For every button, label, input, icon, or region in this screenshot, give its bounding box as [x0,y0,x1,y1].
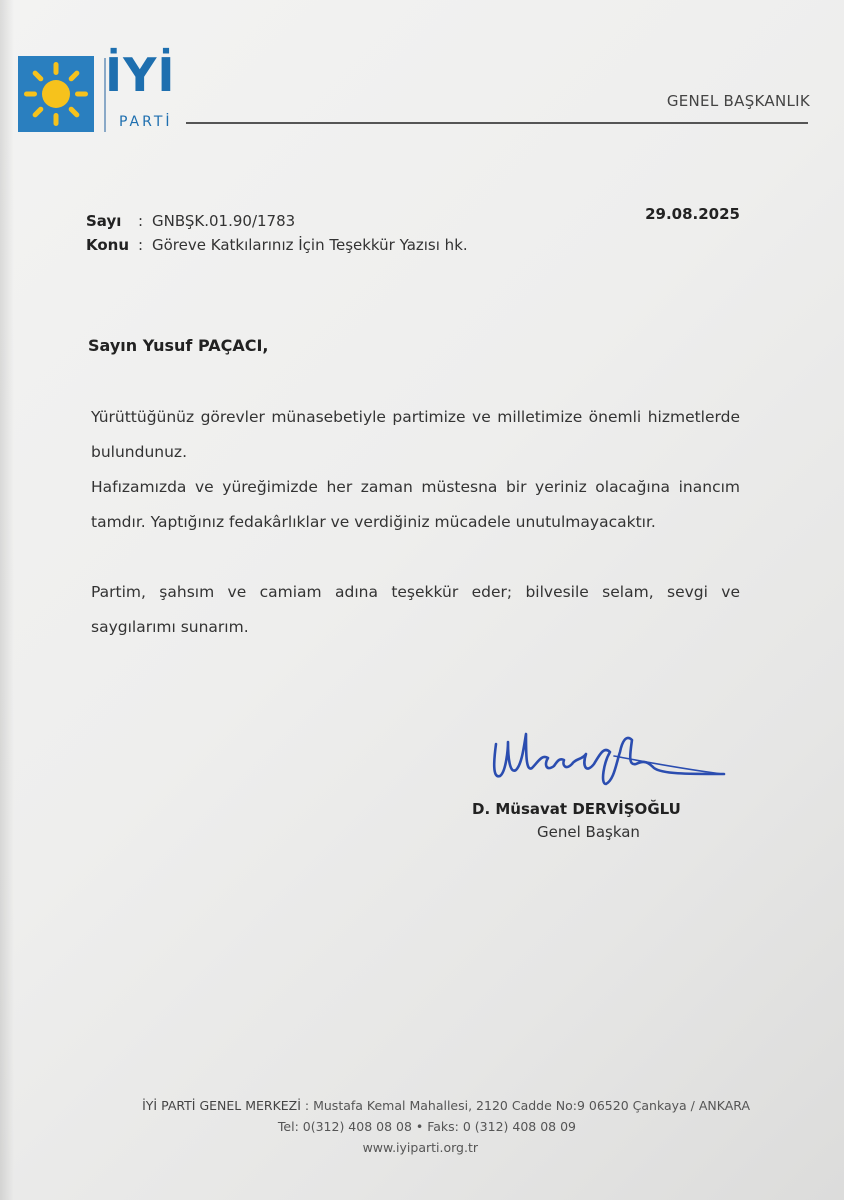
handwritten-signature [486,724,728,794]
logo-word: İYİ [105,48,176,102]
reference-number-row [86,212,295,230]
separator: : [138,236,144,254]
signer-title: Genel Başkan [537,823,640,841]
konu-value: Göreve Katkılarınız İçin Teşekkür Yazısı hk. [152,236,468,254]
subject-row [86,236,468,254]
footer-org: İYİ PARTİ GENEL MERKEZİ [142,1098,301,1113]
konu-label: Konu [86,236,130,254]
party-logo-text [105,48,185,132]
footer-address [90,1098,750,1113]
logo-subtitle: PARTİ [119,114,173,130]
body-paragraph: Hafızamızda ve yüreğimizde her zaman müstesna bir yeriniz olacağına inancım tamdır. Yaptığınız fedakârlıklar ve verdiğiniz mücadele unutulmayacaktır. [91,478,740,531]
paper-shadow [0,0,14,1200]
separator: : [138,212,144,230]
department-title: GENEL BAŞKANLIK [666,92,810,110]
sayi-label: Sayı [86,212,122,230]
body-paragraph: Yürüttüğünüz görevler münasebetiyle partimize ve milletimize önemli hizmetlerde bulundunuz. [91,408,740,461]
header-rule [186,122,808,124]
footer-website: www.iyiparti.org.tr [362,1140,478,1155]
footer-address-text: : Mustafa Kemal Mahallesi, 2120 Cadde No:9 06520 Çankaya / ANKARA [300,1098,750,1113]
body-paragraph: Partim, şahsım ve camiam adına teşekkür eder; bilvesile selam, sevgi ve saygılarımı sunarım. [91,583,740,636]
salutation: Sayın Yusuf PAÇACI, [88,336,269,355]
footer-phones: Tel: 0(312) 408 08 08 • Faks: 0 (312) 408 08 09 [277,1119,576,1134]
sun-logo-icon [18,56,94,132]
letter-date: 29.08.2025 [645,205,740,223]
sayi-value: GNBŞK.01.90/1783 [152,212,296,230]
signer-name: D. Müsavat DERVİŞOĞLU [472,800,681,818]
